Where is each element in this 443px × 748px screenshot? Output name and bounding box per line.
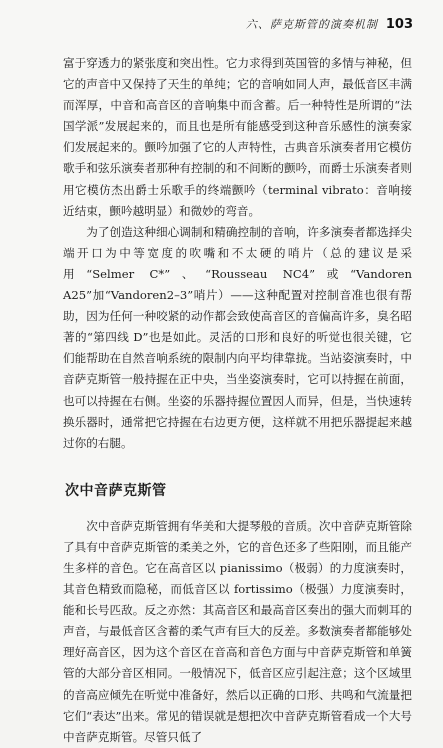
paragraph: 次中音萨克斯管拥有华美和大提琴般的音质。次中音萨克斯管除了具有中音萨克斯管的柔美之外，它的音色还多了些阳刚，而且能产生多样的音色。它在高音区以 pianissimo（极弱）的力度演奏时，其音色精致而隐秘，而低音区以 fortissimo（极强）力度演奏时，能和长号匹敌。反之亦然：其高音区和最高音区奏出的强大而刺耳的声音，与最低音区含蓄的柔气声有巨大的反差。多数演奏者都能够处理好高音区，因为这个音区在音高和音色方面与中音萨克斯管和单簧管的大部分音区相同。一般情况下，低音区应引起注意；这个区域里的音高应倾先在听觉中准备好，然后以正确的口形、共鸣和气流量把它们“表达”出来。常见的错误就是想把次中音萨克斯管看成一个大号中音萨克斯管。尽管只低了: [63, 518, 412, 744]
section-heading: 次中音萨克斯管: [65, 482, 167, 499]
running-head: [60, 16, 413, 34]
paragraph: 为了创造这种细心调制和精确控制的音响，许多演奏者都选择尖端开口为中等宽度的吹嘴和不太硬的哨片（总的建议是采用“Selmer C*”、“Rousseau NC4”或“Vandoren A25”加“Vandoren2–3”哨片）——这种配置对控制音准也很有帮助，因为任何一种咬紧的动作都会致使高音区的音偏高许多，臭名昭著的“第四线 D”也是如此。灵活的口形和良好的听觉也很关键，它们能帮助在自然音响系统的限制内向平均律靠拢。当站姿演奏时，中音萨克斯管一般持握在正中央，当坐姿演奏时，它可以持握在前面，也可以持握在右侧。坐姿的乐器持握位置因人而异，但是，当快速转换乐器时，通常把它持握在右边更方便，这样就不用把乐器提起来越过你的右腿。: [63, 224, 412, 450]
page-body: [63, 53, 412, 748]
chapter-title: 六、萨克斯管的演奏机制: [245, 18, 378, 31]
paragraph: 富于穿透力的紧张度和突出性。它力求得到英国管的多情与神秘，但它的声音中又保持了天生的单纯；它的音响如同人声，最低音区丰满而浑厚，中音和高音区的音响集中而含蓄。后一种特性是所谓的“法国学派”发展起来的，而且也是所有能感受到这种音乐感性的演奏家们发展起来的。颤吟加强了它的人声特性，古典音乐演奏者用它模仿歌手和弦乐演奏者那种有控制的和不间断的颤吟，而爵士乐演奏者则用它模仿杰出爵士乐歌手的终端颤吟（terminal vibrato：音响接近结束，颤吟越明显）和微妙的弯音。: [63, 56, 412, 218]
page-number: 103: [385, 17, 413, 32]
